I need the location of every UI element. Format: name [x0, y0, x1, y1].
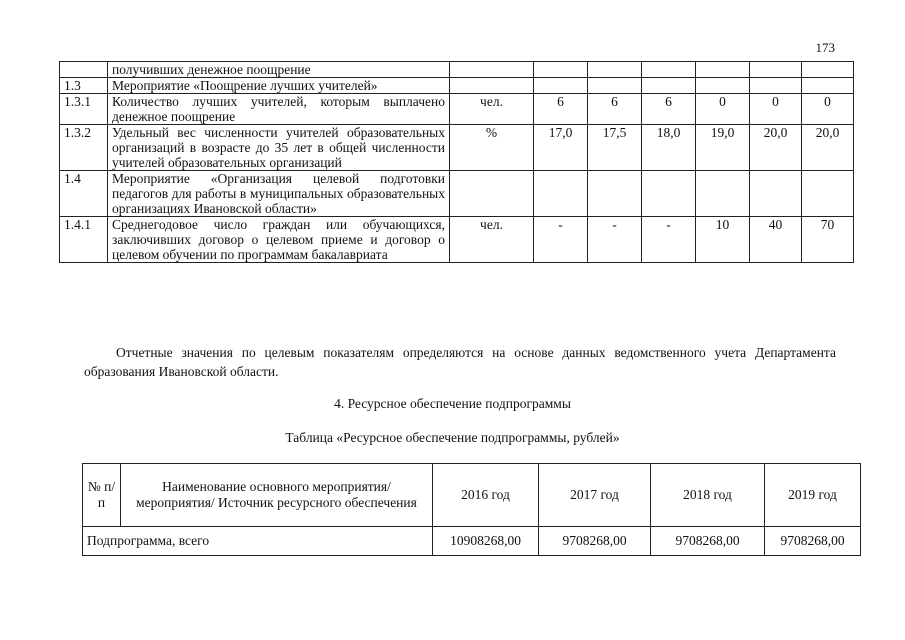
row-description: Удельный вес численности учителей образовательных организаций в возрасте до 35 лет в общей численности учителей образовательных организаций	[108, 125, 450, 171]
row-value	[802, 62, 854, 78]
row-number: 1.3	[60, 78, 108, 94]
row-unit: чел.	[450, 217, 534, 263]
row-number: 1.4	[60, 171, 108, 217]
row-value	[802, 78, 854, 94]
table-row	[60, 94, 854, 125]
section-title: 4. Ресурсное обеспечение подпрограммы	[334, 396, 571, 411]
row-unit: %	[450, 125, 534, 171]
table-row	[60, 171, 854, 217]
row-label: Подпрограмма, всего	[83, 527, 433, 556]
row-description: Среднегодовое число граждан или обучающихся, заключивших договор о целевом приеме и договор о целевом обучении по программам бакалавриата	[108, 217, 450, 263]
row-value	[588, 171, 642, 217]
reporting-note-paragraph	[84, 343, 836, 381]
resource-table-header-row	[83, 464, 861, 527]
row-value	[696, 62, 750, 78]
resource-table	[82, 463, 861, 556]
row-description: получивших денежное поощрение	[108, 62, 450, 78]
row-value: 6	[642, 94, 696, 125]
row-value	[750, 78, 802, 94]
row-value: 6	[534, 94, 588, 125]
value-2017: 9708268,00	[539, 527, 651, 556]
row-value	[588, 78, 642, 94]
header-2016: 2016 год	[433, 464, 539, 527]
row-value: -	[534, 217, 588, 263]
row-unit: чел.	[450, 94, 534, 125]
row-description: Мероприятие «Поощрение лучших учителей»	[108, 78, 450, 94]
row-value: 0	[802, 94, 854, 125]
value-2016: 10908268,00	[433, 527, 539, 556]
row-value: 20,0	[802, 125, 854, 171]
table-row	[60, 78, 854, 94]
row-unit	[450, 62, 534, 78]
row-value: 70	[802, 217, 854, 263]
row-unit	[450, 171, 534, 217]
table-row	[83, 527, 861, 556]
table-title: Таблица «Ресурсное обеспечение подпрограммы, рублей»	[285, 430, 620, 445]
header-2017: 2017 год	[539, 464, 651, 527]
row-value: 20,0	[750, 125, 802, 171]
header-2019: 2019 год	[765, 464, 861, 527]
row-number: 1.3.2	[60, 125, 108, 171]
row-value	[534, 78, 588, 94]
header-2018: 2018 год	[651, 464, 765, 527]
row-value: -	[642, 217, 696, 263]
row-value: 17,0	[534, 125, 588, 171]
row-description: Мероприятие «Организация целевой подготовки педагогов для работы в муниципальных образовательных организациях Ивановской области»	[108, 171, 450, 217]
row-number	[60, 62, 108, 78]
row-value	[750, 62, 802, 78]
row-description: Количество лучших учителей, которым выплачено денежное поощрение	[108, 94, 450, 125]
row-value: 10	[696, 217, 750, 263]
row-number: 1.4.1	[60, 217, 108, 263]
row-value	[802, 171, 854, 217]
row-value: 40	[750, 217, 802, 263]
row-unit	[450, 78, 534, 94]
row-value	[696, 78, 750, 94]
row-value	[750, 171, 802, 217]
row-value	[642, 78, 696, 94]
row-value: 17,5	[588, 125, 642, 171]
value-2019: 9708268,00	[765, 527, 861, 556]
row-value	[534, 62, 588, 78]
row-value: 0	[750, 94, 802, 125]
row-value	[534, 171, 588, 217]
row-number: 1.3.1	[60, 94, 108, 125]
row-value	[696, 171, 750, 217]
header-name: Наименование основного мероприятия/мероприятия/ Источник ресурсного обеспечения	[121, 464, 433, 527]
row-value	[642, 62, 696, 78]
table-row	[60, 125, 854, 171]
header-num: № п/п	[83, 464, 121, 527]
row-value: 6	[588, 94, 642, 125]
indicators-table	[59, 61, 854, 263]
row-value	[588, 62, 642, 78]
table-row	[60, 217, 854, 263]
row-value: -	[588, 217, 642, 263]
table-row	[60, 62, 854, 78]
row-value: 18,0	[642, 125, 696, 171]
row-value: 19,0	[696, 125, 750, 171]
reporting-note-text: Отчетные значения по целевым показателям определяются на основе данных ведомственного учета Департамента образования Ивановской области.	[84, 345, 836, 379]
row-value	[642, 171, 696, 217]
row-value: 0	[696, 94, 750, 125]
value-2018: 9708268,00	[651, 527, 765, 556]
page-number: 173	[815, 40, 835, 55]
